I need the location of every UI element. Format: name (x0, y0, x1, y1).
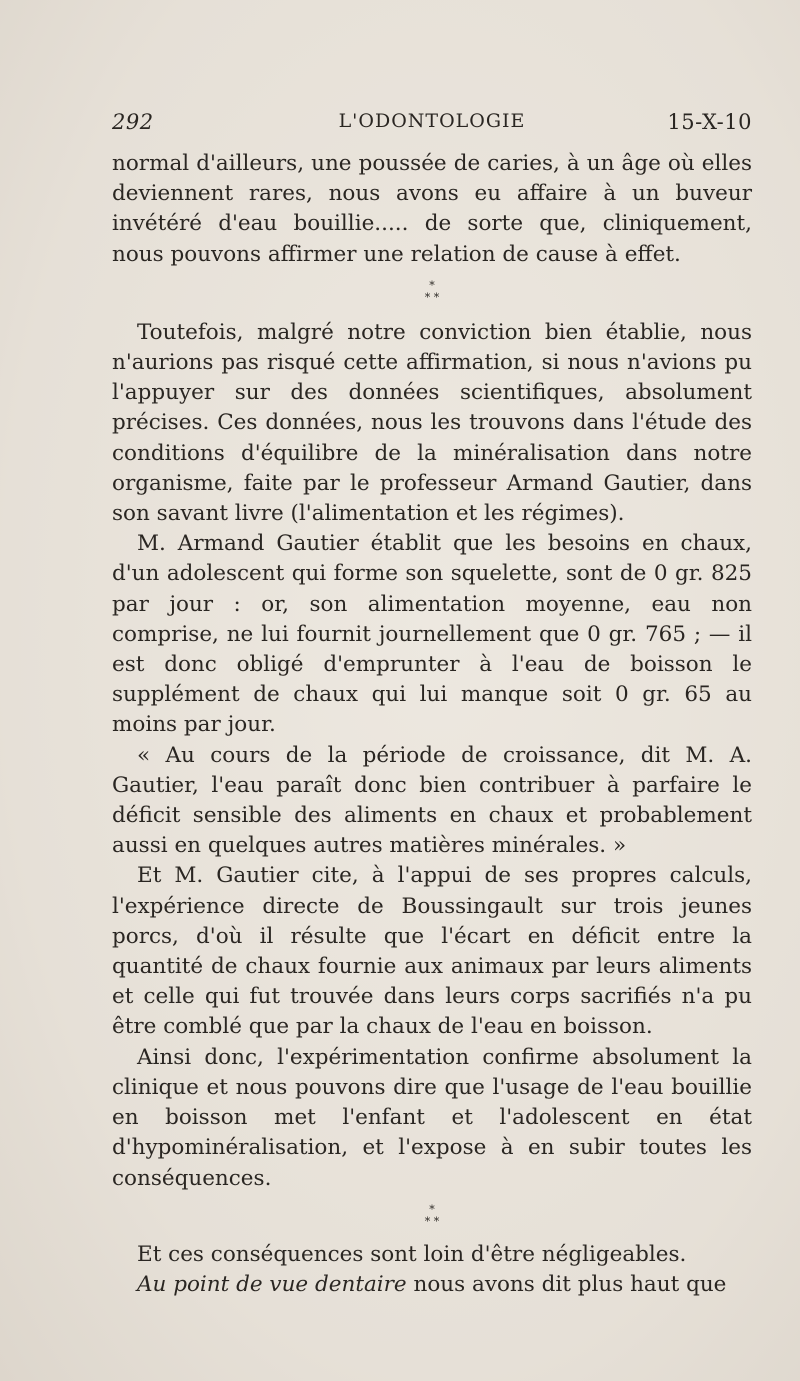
final-line-text: nous avons dit plus haut que (406, 1271, 727, 1297)
paragraph: Et ces conséquences sont loin d'être négligeables. (137, 1241, 687, 1267)
separator-star-top: * (429, 1202, 435, 1216)
paragraph: Ainsi donc, l'expérimentation confirme absolument la clinique et nous pouvons dire que l'usage de l'eau bouillie en boisson met l'enfant et l'adolescent en état d'hypominéralisation, et l'expose à en subir toutes les conséquences. (112, 1044, 752, 1191)
text-body (112, 149, 752, 1300)
running-header (112, 110, 752, 140)
section-separator (112, 1204, 752, 1228)
paragraph-continuation: normal d'ailleurs, une poussée de caries, à un âge où elles deviennent rares, nous avons eu affaire à un buveur invétéré d'eau bouillie..... de sorte que, cliniquement, nous pouvons affirmer une relation de cause à effet. (112, 151, 752, 267)
paragraph: M. Armand Gautier établit que les besoins en chaux, d'un adolescent qui forme son squelette, sont de 0 gr. 825 par jour : or, son alimentation moyenne, eau non comprise, ne lui fournit journellement que 0 gr. 765 ; — il est donc obligé d'emprunter à l'eau de boisson le supplément de chaux qui lui manque soit 0 gr. 65 au moins par jour. (112, 531, 752, 738)
italic-phrase: Au point de vue dentaire (137, 1271, 407, 1297)
journal-title: L'ODONTOLOGIE (338, 110, 526, 132)
section-separator (112, 280, 752, 304)
separator-star-top: * (429, 278, 435, 292)
separator-stars-bottom: * * (424, 1214, 440, 1228)
paragraph-final (112, 1270, 752, 1300)
separator-stars-bottom: * * (424, 290, 440, 304)
page-number: 292 (112, 110, 154, 134)
paragraph-quote: « Au cours de la période de croissance, dit M. A. Gautier, l'eau paraît donc bien contribuer à parfaire le déficit sensible des aliments en chaux et probablement aussi en quelques autres matières minérales. » (112, 742, 752, 859)
paragraph: Toutefois, malgré notre conviction bien établie, nous n'aurions pas risqué cette affirmation, si nous n'avions pu l'appuyer sur des données scientifiques, absolument précises. Ces données, nous les trouvons dans l'étude des conditions d'équilibre de la minéralisation dans notre organisme, faite par le professeur Armand Gautier, dans son savant livre (l'alimentation et les régimes). (112, 319, 752, 527)
issue-date: 15-X-10 (667, 110, 752, 134)
paragraph: Et M. Gautier cite, à l'appui de ses propres calculs, l'expérience directe de Boussingault sur trois jeunes porcs, d'où il résulte que l'écart en déficit entre la quantité de chaux fournie aux animaux par leurs aliments et celle qui fut trouvée dans leurs corps sacrifiés n'a pu être comblé que par la chaux de l'eau en boisson. (112, 863, 752, 1040)
